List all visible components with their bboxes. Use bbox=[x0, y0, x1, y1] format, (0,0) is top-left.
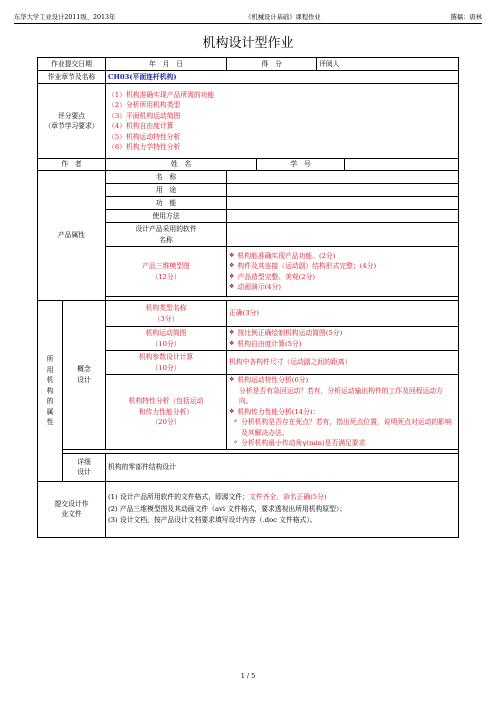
name-label: 姓 名 bbox=[106, 159, 257, 171]
files-list bbox=[106, 481, 459, 537]
chapter-value: CH03(平面连杆机构) bbox=[106, 71, 459, 84]
page-title: 机构设计型作业 bbox=[202, 36, 294, 51]
concept-design-label: 概念 设计 bbox=[63, 301, 106, 450]
product-name-field[interactable] bbox=[227, 171, 459, 184]
param-label: 机构参数设计计算 （10分） bbox=[106, 351, 227, 375]
page-header bbox=[14, 9, 482, 24]
eval-point: （6）机构力学特性分析 bbox=[108, 143, 181, 151]
product-use-label: 用 途 bbox=[106, 184, 227, 197]
chapter-label: 作业章节及名称 bbox=[38, 71, 106, 84]
files-label: 提交设计作 业文件 bbox=[38, 481, 106, 537]
eval-point: （3）平面机构运动简图 bbox=[108, 111, 181, 120]
header-right: 撰稿：唐林 bbox=[450, 14, 482, 21]
product-function-label: 功 能 bbox=[106, 197, 227, 210]
diamond-bullet-icon: ❖ bbox=[229, 407, 235, 415]
software-label: 设计产品采用的软件 名称 bbox=[106, 223, 227, 247]
product-use-field[interactable] bbox=[227, 184, 459, 197]
eval-point: （4）机构自由度计算 bbox=[108, 122, 174, 130]
product-group-label: 产品属性 bbox=[38, 171, 106, 301]
product-usage-field[interactable] bbox=[227, 210, 459, 223]
mechanism-group-label: 所 用 机 构 的 属 性 bbox=[38, 301, 63, 482]
analysis-label: 机构特性分析（包括运动 和传力性能分析） （20分） bbox=[106, 375, 227, 450]
file-item: (3) 设计文档，按产品设计文档要求填写设计内容（.doc 文件格式）。 bbox=[108, 516, 317, 525]
detail-design-label: 详细 设计 bbox=[63, 453, 106, 481]
product-name-label: 名 称 bbox=[106, 171, 227, 184]
reviewer-label: 评阅人 bbox=[317, 58, 459, 71]
mech-type-label: 机构类型名称 （3分） bbox=[106, 301, 227, 327]
header-center: 《机械设计基础》课程作业 bbox=[245, 14, 321, 21]
detail-design-value: 机构的零部件结构设计 bbox=[106, 453, 459, 481]
diamond-bullet-icon: ❖ bbox=[229, 283, 235, 290]
product-function-field[interactable] bbox=[227, 197, 459, 210]
diamond-bullet-icon: ❖ bbox=[229, 272, 235, 280]
eval-label: 评分要点 （章节学习要求） bbox=[38, 84, 106, 159]
eval-points bbox=[106, 84, 459, 159]
submit-date-label: 作业提交日期 bbox=[38, 58, 106, 71]
analysis-criteria: ❖ 机构运动特性分析(6分) 分析是否有急回运动？若有，分析运动输出构件的工作及回程运动方向。 ❖ 机构传力性能分析(14分)： ✧ 分析机构是否存在死点？若有，指出死点位置，说明死点对运动的影响及其解决办法。 ✧ 分析机构最小传动角γ(min)是否满足要求 bbox=[227, 375, 459, 450]
eval-point: （5）机构运动特性分析 bbox=[108, 132, 181, 141]
file-item: (1) 设计产品所用软件的文件格式，即源文件；文件齐全、命名正确(5分) bbox=[108, 493, 327, 502]
eval-point: （2）分析所用机构类型 bbox=[108, 101, 181, 109]
student-id-label: 学 号 bbox=[257, 159, 345, 171]
star-bullet-icon: ✧ bbox=[233, 418, 239, 425]
product-usage-label: 使用方法 bbox=[106, 210, 227, 223]
mech-type-criteria: 正确(3分) bbox=[227, 301, 459, 327]
diamond-bullet-icon: ❖ bbox=[229, 262, 235, 269]
assignment-table bbox=[37, 57, 459, 538]
model-criteria: ❖ 机构能准确实现产品功能。(2分) ❖ 构件及其连接（运动副）结构形式完整；(4分) ❖ 产品造型完整、美观(2分) ❖ 动画演示(4分) bbox=[227, 247, 459, 297]
software-field[interactable] bbox=[227, 223, 459, 247]
file-item: (2) 产品三维模型图及其动画文件（avi 文件格式，要求透视出所用机构原型）； bbox=[108, 504, 347, 513]
model-label: 产品三维模型图 （12分） bbox=[106, 247, 227, 297]
author-label: 作 者 bbox=[38, 159, 106, 171]
star-bullet-icon: ✧ bbox=[233, 439, 239, 446]
param-criteria: 机构中各构件尺寸（运动副之间的距离） bbox=[227, 351, 459, 375]
score-label: 得 分 bbox=[227, 58, 317, 71]
diamond-bullet-icon: ❖ bbox=[229, 339, 235, 347]
diamond-bullet-icon: ❖ bbox=[229, 251, 235, 259]
submit-date-field[interactable]: 年 月 日 bbox=[106, 58, 227, 71]
student-id-field[interactable] bbox=[345, 159, 459, 171]
diamond-bullet-icon: ❖ bbox=[229, 329, 235, 336]
diamond-bullet-icon: ❖ bbox=[229, 376, 235, 383]
sketch-criteria: ❖ 按比例正确绘制机构运动简图(5分) ❖ 机构自由度计算(5分) bbox=[227, 327, 459, 351]
sketch-label: 机构运动简图 （10分） bbox=[106, 327, 227, 351]
page-number: 1 / 5 bbox=[240, 672, 256, 680]
header-left: 东华大学工业设计2011级、2013年 bbox=[14, 14, 116, 21]
eval-point: （1）机构准确实现产品所需的功能 bbox=[108, 90, 215, 99]
